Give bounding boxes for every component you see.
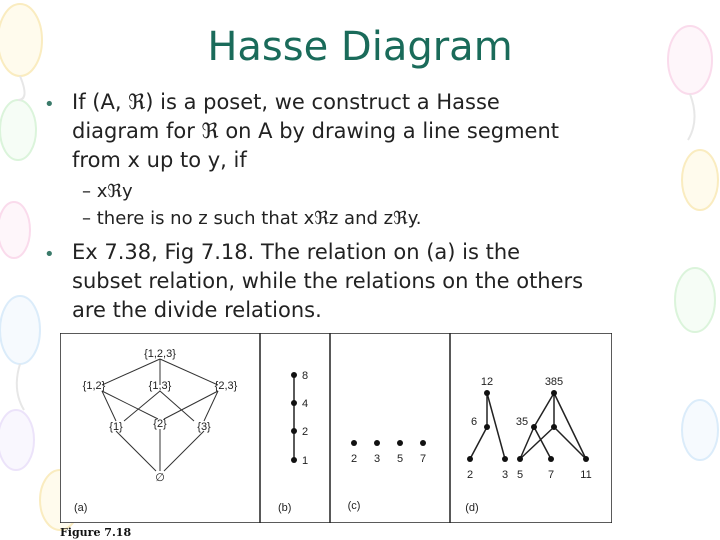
string-decor <box>688 94 695 140</box>
sub-bullet-2: – there is no z such that xℜz and zℜy. <box>82 208 422 229</box>
label-2: 2 <box>302 426 309 438</box>
bullet-dot: • <box>44 244 55 265</box>
bullet2-line2: subset relation, while the relations on the others <box>72 269 584 293</box>
node-3 <box>374 440 380 446</box>
bullet-dot: • <box>44 94 55 115</box>
panel-label-c: (c) <box>347 500 361 512</box>
bullet1-line2: diagram for ℜ on A by drawing a line segment <box>72 119 560 143</box>
figure-frame <box>60 333 612 523</box>
node-6 <box>484 424 490 430</box>
node-1 <box>291 457 297 463</box>
label-35: 35 <box>515 416 529 428</box>
node-35 <box>531 424 537 430</box>
label-6: 6 <box>470 416 478 428</box>
label-12: 12 <box>480 376 494 388</box>
node-7 <box>548 456 554 462</box>
figure-hasse-diagrams <box>60 333 612 523</box>
slide-title: Hasse Diagram <box>207 24 513 70</box>
balloon-decor <box>0 100 36 160</box>
panel-label-a: (a) <box>74 502 88 514</box>
bullet2-line1: Ex 7.38, Fig 7.18. The relation on (a) is the <box>72 240 521 264</box>
string-decor <box>18 76 25 100</box>
label-4: 4 <box>302 398 309 410</box>
node-3 <box>502 456 508 462</box>
label-1: 1 <box>302 455 309 467</box>
balloon-decor <box>0 296 40 364</box>
label-2: 2 <box>350 453 358 465</box>
label-3: 3 <box>501 469 509 481</box>
node-2 <box>351 440 357 446</box>
balloon-decor <box>675 268 715 332</box>
node-2: {2} <box>153 418 167 430</box>
label-385: 385 <box>544 376 564 388</box>
bullet2-line3: are the divide relations. <box>72 298 322 322</box>
label-5: 5 <box>396 453 404 465</box>
label-5: 5 <box>516 469 524 481</box>
sub-bullet-1: – xℜy <box>82 181 133 202</box>
node-77 <box>551 424 557 430</box>
node-12 <box>484 390 490 396</box>
node-2 <box>291 428 297 434</box>
balloon-decor <box>682 400 718 460</box>
panel-label-b: (b) <box>278 502 292 514</box>
figure-caption: Figure 7.18 <box>60 526 132 539</box>
node-123: {1,2,3} <box>144 348 176 360</box>
string-decor <box>17 364 24 410</box>
label-7: 7 <box>547 469 555 481</box>
node-8 <box>291 372 297 378</box>
balloon-decor <box>682 150 718 210</box>
node-7 <box>420 440 426 446</box>
node-5 <box>517 456 523 462</box>
node-11 <box>583 456 589 462</box>
node-23: {2,3} <box>214 380 238 392</box>
bullet1-line3: from x up to y, if <box>72 148 247 172</box>
balloon-decor <box>0 202 30 258</box>
node-385 <box>551 390 557 396</box>
label-8: 8 <box>302 370 309 382</box>
label-3: 3 <box>373 453 381 465</box>
node-13: {1,3} <box>148 380 172 392</box>
panel-label-d: (d) <box>465 502 479 514</box>
node-5 <box>397 440 403 446</box>
node-1: {1} <box>109 421 123 433</box>
node-empty: ∅ <box>155 472 165 484</box>
node-2 <box>467 456 473 462</box>
node-4 <box>291 400 297 406</box>
label-7: 7 <box>419 453 427 465</box>
label-2: 2 <box>466 469 474 481</box>
node-12: {1,2} <box>82 380 106 392</box>
label-11: 11 <box>580 469 592 481</box>
balloon-decor <box>0 410 34 470</box>
node-3: {3} <box>197 421 211 433</box>
bullet1-line1: If (A, ℜ) is a poset, we construct a Hasse <box>72 90 500 114</box>
